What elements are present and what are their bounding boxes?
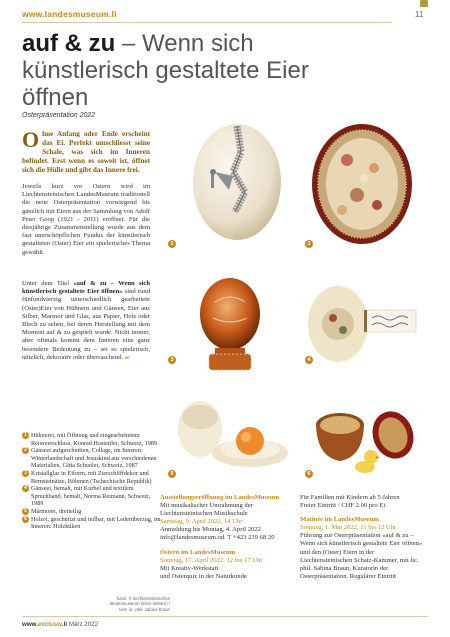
magazine-url: www.landesmuseum.li: [22, 9, 117, 19]
image-label-4: 4: [305, 356, 313, 364]
photo-crystal-egg: [185, 272, 275, 377]
caption-number: 4: [22, 485, 29, 492]
event-title-opening: Ausstellungseröffnung im LandesMuseum: [160, 494, 280, 501]
event-line: Anmeldung bis Montag, 4. April 2022: [160, 526, 261, 534]
footer-brand: exclusiv: [37, 621, 62, 628]
lead-text: hne Anfang oder Ende erscheint das Ei. Perfekt umschliesst seine Schale, was sich im Inneren befindet. Erst wenn es soweit ist, öffnet sich die Hülle und gibt das Innere frei.: [22, 130, 150, 174]
body-paragraph-1: Jeweils kurz vor Ostern wird im Liechtensteinischen LandesMuseum traditionell die neue Osterpräsentation vorwiegend bis gänzlich mit Eiern aus der Sammlung von Adolf Peter Goop (1921 - 2011) eröffnet. Für die diesjährige Zusammenstellung wurde aus dem fast unerschöpflichen Fundus der künstlerisch gestalteten (Oster) Eier ein spielerisches Thema gewählt.: [22, 183, 150, 256]
event-line: und Osterquiz in der Naturkunde: [160, 572, 247, 580]
page-number: 11: [415, 10, 424, 19]
photo-zipper-egg: [175, 112, 300, 252]
footer-post: .li: [61, 621, 68, 628]
event-line: Mit musikalischer Umrahmung der Liechtensteinischen Musikschule: [160, 502, 253, 518]
event-title-matinee: Matinée im LandesMuseum: [300, 516, 379, 524]
image-label-5: 5: [168, 470, 176, 478]
footer-pre: www.: [22, 621, 38, 628]
image-label-2: 2: [305, 240, 313, 248]
lead-paragraph: [22, 127, 150, 175]
event-date-opening: Samstag, 9. April 2022, 14 Uhr: [160, 518, 243, 526]
page-marker: [420, 0, 428, 7]
photo-banner-egg: [300, 280, 425, 370]
caption-number: 2: [22, 447, 29, 454]
event-description: Führung zur Osterpräsentation «auf & zu – Wenn sich künstlerisch gestaltete Eier öffnen» und den (Oster) Eiern in der Liechtensteinischen Schatz-Kammer, mit lic. phil. Sabina Braun, Kuratorin der Osterpräsentation. Regulärer Eintritt: [300, 532, 423, 580]
image-label-6: 6: [305, 470, 313, 478]
caption-text: Kristallglas in Eiform, mit Zierschliffdekor und Bernsteinätze, Böhmen (Tschechische Republik): [31, 469, 152, 485]
caption-number: 3: [22, 470, 29, 477]
photo-wooden-egg: [305, 395, 420, 480]
event-contact: info@landesmuseum.od. T +423 239 68 20: [160, 534, 275, 542]
header-rule: [22, 22, 392, 23]
body2-post: sind rund fünfundvierzig unterschiedlich gearbeitete (Oster)Eier von Hühnern und Gänsen, Eier aus Silber, Marmor und Glas, aus Papier, Holz oder Blech zu sehen, bei deren Herstellung mit dem Moment auf & zu gespielt wurde. Nicht immer, aber oftmals kommt dem Inneren eine ganz besondere Bedeutung zu – sei es spielerisch, nützlich, dekorativ oder überraschend.: [22, 288, 150, 361]
caption-list: [22, 432, 164, 531]
caption-number: 5: [22, 508, 29, 515]
caption-item-4: [22, 485, 164, 508]
caption-text: Hühnerei, mit Öffnung und eingearbeitetem Reissverschluss, Konrad Hostettler, Schweiz, 1989: [31, 432, 158, 447]
caption-text: Gänseei, bemalt, mit Kurbel und textilem Spruchband, bemalt, Norma Reimann, Schweiz, 1989: [31, 485, 151, 508]
article-title: [22, 30, 352, 111]
caption-item-1: [22, 432, 164, 447]
event-intro: Für Familien mit Kindern ab 5 Jahren: [300, 494, 400, 501]
caption-item-3: [22, 470, 164, 485]
caption-item-6: [22, 516, 164, 531]
caption-number: 1: [22, 432, 29, 439]
body2-pre: Unter dem Titel: [22, 280, 74, 287]
event-line: Mit Kreativ-Werkstatt: [160, 564, 219, 572]
event-date-matinee: Sonntag, 1. Mai 2022, 11 bis 12 Uhr: [300, 524, 397, 532]
title-rest: – Wenn sich künstlerisch gestaltete Eier öffnen: [22, 30, 309, 111]
footer: [22, 621, 98, 628]
caption-number: 6: [22, 516, 29, 523]
footer-issue: März 2022: [68, 621, 99, 628]
footer-rule: [22, 616, 428, 617]
end-mark: ee: [124, 355, 130, 361]
photo-credit: fotos: © liechtensteinisches landesmuseum (sven beham) / text: lic. phil. sabina braun: [109, 596, 170, 612]
caption-text: Gänseei aufgeschnitten, Collage, im Inneren: Winterlandschaft und Jesuskind aus verschiedenen Materialien, Gitta Schuoler, Schweiz, 1987: [31, 447, 157, 470]
caption-item-5: [22, 508, 164, 516]
photo-marble-egg: [170, 395, 295, 480]
event-date-easter: Sonntag, 17. April 2022, 12 bis 17 Uhr: [160, 556, 263, 564]
caption-text: Holzei, geschnitzt und teilbar, mit Lederüberzug, im Inneren: Holzküken: [31, 515, 161, 531]
image-label-3: 3: [168, 356, 176, 364]
kicker: Osterpräsentation 2022: [22, 112, 96, 119]
body2-bold: «auf & zu – Wenn sich künstlerisch gestaltete Eier öffnen»: [22, 280, 150, 296]
photo-collage-egg: [302, 120, 422, 250]
events-column-2: [300, 494, 428, 581]
caption-item-2: [22, 447, 164, 470]
events-column-1: [160, 494, 288, 581]
caption-text: Marmorei, dreiteilig: [31, 507, 82, 515]
image-label-1: 1: [168, 240, 176, 248]
event-intro: Freier Eintritt / CHF 2.00 pro Ei: [300, 502, 386, 510]
event-title-easter: Ostern im LandesMuseum: [160, 548, 236, 556]
title-bold: auf & zu: [22, 30, 116, 57]
drop-cap: O: [22, 127, 40, 152]
body-paragraph-2: [22, 280, 150, 363]
